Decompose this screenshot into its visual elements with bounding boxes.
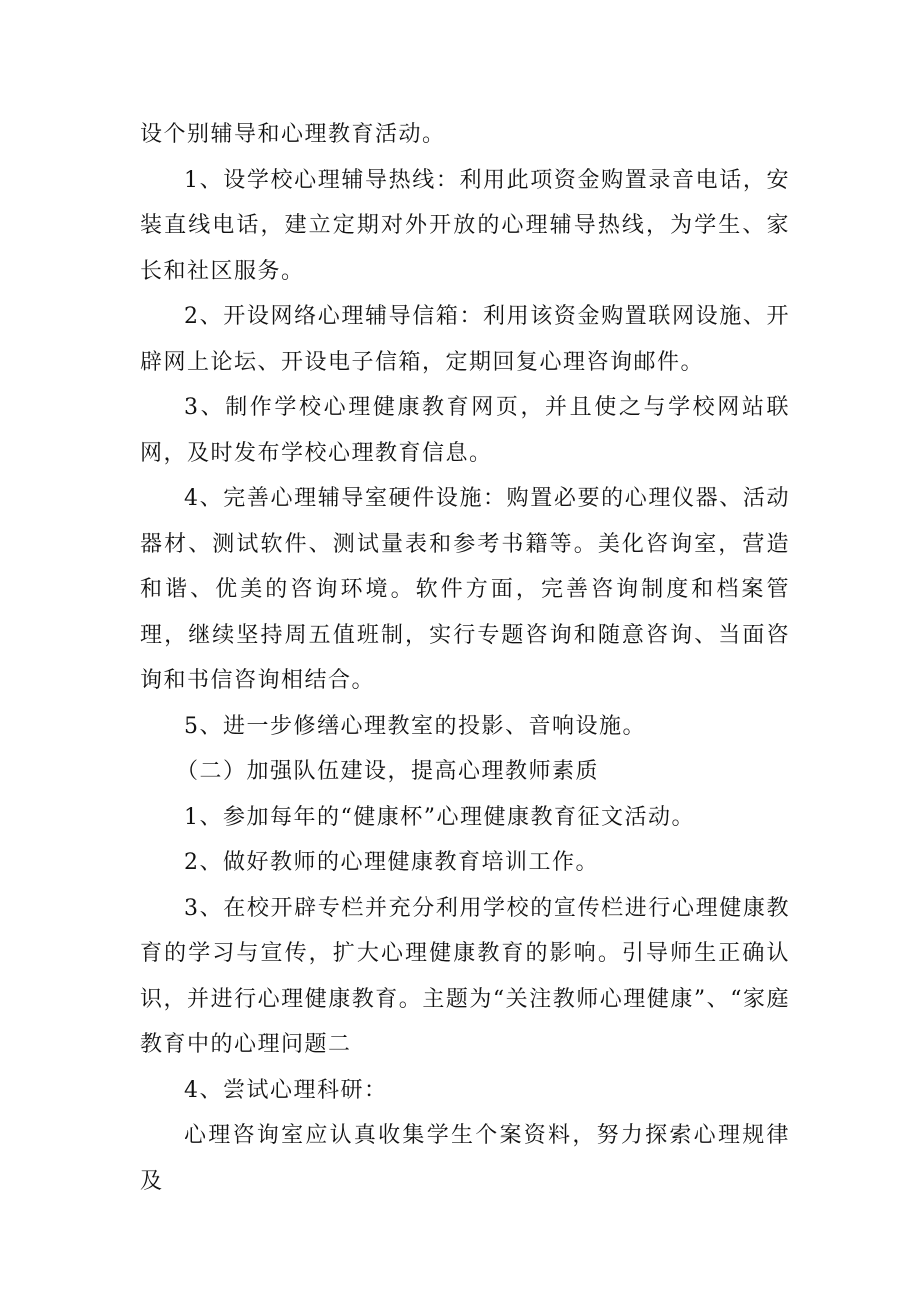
paragraph-item-4-facilities: 4、完善心理辅导室硬件设施：购置必要的心理仪器、活动器材、测试软件、测试量表和参考书籍等。美化咨询室，营造和谐、优美的咨询环境。软件方面，完善咨询制度和档案管理，继续坚持周五值班制，实行专题咨询和随意咨询、当面咨询和书信咨询相结合。: [140, 486, 790, 693]
paragraph-item-2-mailbox: 2、开设网络心理辅导信箱：利用该资金购置联网设施、开辟网上论坛、开设电子信箱，定期回复心理咨询邮件。: [140, 304, 790, 375]
paragraph-counseling-room: 心理咨询室应认真收集学生个案资料，努力探索心理规律及: [140, 1123, 790, 1194]
section-heading-team-building: （二）加强队伍建设，提高心理教师素质: [176, 759, 600, 784]
paragraph-item-3-webpage: 3、制作学校心理健康教育网页，并且使之与学校网站联网，及时发布学校心理教育信息。: [140, 395, 790, 466]
paragraph-item-5-equipment: 5、进一步修缮心理教室的投影、音响设施。: [184, 713, 646, 739]
paragraph-item-1-hotline: 1、设学校心理辅导热线：利用此项资金购置录音电话，安装直线电话，建立定期对外开放的心理辅导热线，为学生、家长和社区服务。: [140, 167, 790, 284]
document-body: [140, 112, 790, 1204]
paragraph-item-3-column: 3、在校开辟专栏并充分利用学校的宣传栏进行心理健康教育的学习与宣传，扩大心理健康教育的影响。引导师生正确认识，并进行心理健康教育。主题为“关注教师心理健康”、“家庭教育中的心理问题二: [140, 895, 790, 1057]
paragraph-item-1-essay: 1、参加每年的“健康杯”心理健康教育征文活动。: [184, 804, 695, 830]
paragraph-continuation: 设个别辅导和心理教育活动。: [140, 122, 446, 147]
paragraph-item-2-training: 2、做好教师的心理健康教育培训工作。: [184, 850, 599, 875]
paragraph-item-4-research: 4、尝试心理科研：: [184, 1077, 388, 1103]
